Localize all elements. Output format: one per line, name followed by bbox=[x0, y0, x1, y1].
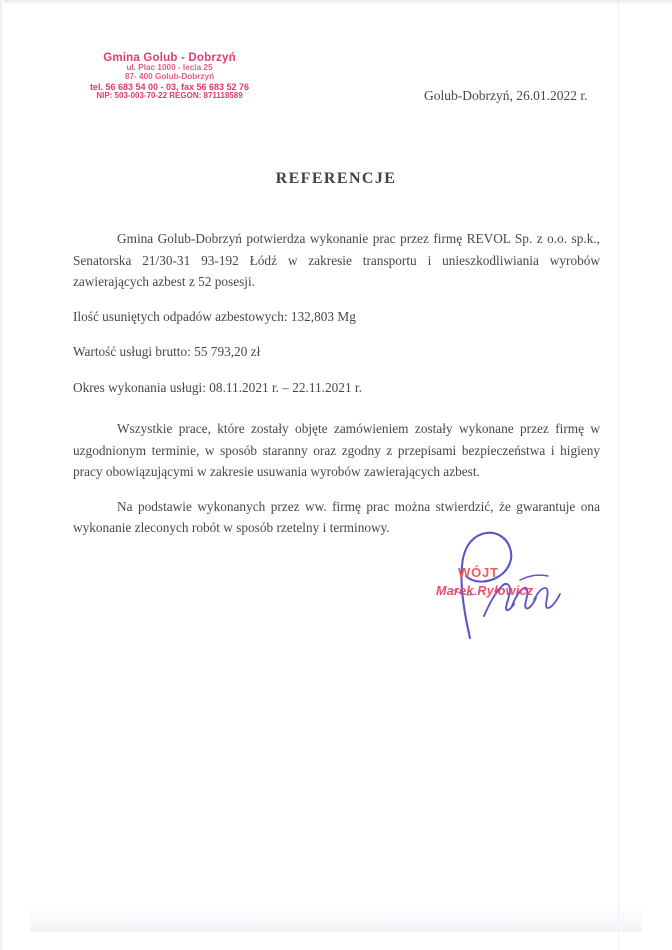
stamp-person-name: Marek Ryłowicz bbox=[436, 584, 534, 598]
scan-edge-left bbox=[0, 0, 4, 950]
page-title: REFERENCJE bbox=[275, 170, 397, 187]
body-line-period: Okres wykonania usługi: 08.11.2021 r. – 22.11.2021 r. bbox=[73, 379, 362, 395]
handwritten-signature-icon bbox=[424, 520, 614, 640]
scan-edge-top bbox=[0, 0, 672, 5]
letterhead-phone: tel. 56 683 54 00 - 03, fax 56 683 52 76 bbox=[89, 81, 250, 92]
body-paragraph-execution: Wszystkie prace, które zostały objęte zamówieniem zostały wykonane przez firmę w uzgodnionym terminie, w sposób staranny oraz zgodny z przepisami bezpieczeństwa i higieny pracy obowiązującymi w zakresie usuwania wyrobów zawierających azbest. bbox=[73, 421, 600, 480]
letterhead-city: 87- 400 Golub-Dobrzyń bbox=[124, 72, 215, 82]
stamp-office-title: WÓJT bbox=[458, 565, 499, 580]
letterhead-organization: Gmina Golub - Dobrzyń bbox=[103, 52, 236, 64]
letterhead-street: ul. Plac 1000 - lecia 25 bbox=[126, 63, 213, 73]
scan-fold-line bbox=[618, 0, 619, 950]
body-paragraph-intro: Gmina Golub-Dobrzyń potwierdza wykonanie prac przez firmę REVOL Sp. z o.o. sp.k., Senatorska 21/30-31 93-192 Łódź w zakresie transportu i unieszkodliwiania wyrobów zawierających azbest z 52 posesji. bbox=[73, 231, 600, 290]
scan-shadow-bottom bbox=[30, 906, 642, 932]
letterhead-stamp bbox=[72, 52, 267, 101]
body-paragraph-conclusion: Na podstawie wykonanych przez ww. firmę prac można stwierdzić, że gwarantuje ona wykonanie zleconych robót w sposób rzetelny i terminowy. bbox=[73, 498, 600, 536]
document-body bbox=[73, 228, 600, 539]
letterhead-tax-ids: NIP: 503-003-70-22 REGON: 871118589 bbox=[96, 91, 243, 101]
document-date: Golub-Dobrzyń, 26.01.2022 r. bbox=[424, 88, 588, 103]
body-line-value: Wartość usługi brutto: 55 793,20 zł bbox=[73, 344, 261, 360]
body-line-quantity: Ilość usuniętych odpadów azbestowych: 132,803 Mg bbox=[73, 308, 356, 324]
signature-block bbox=[424, 520, 614, 640]
